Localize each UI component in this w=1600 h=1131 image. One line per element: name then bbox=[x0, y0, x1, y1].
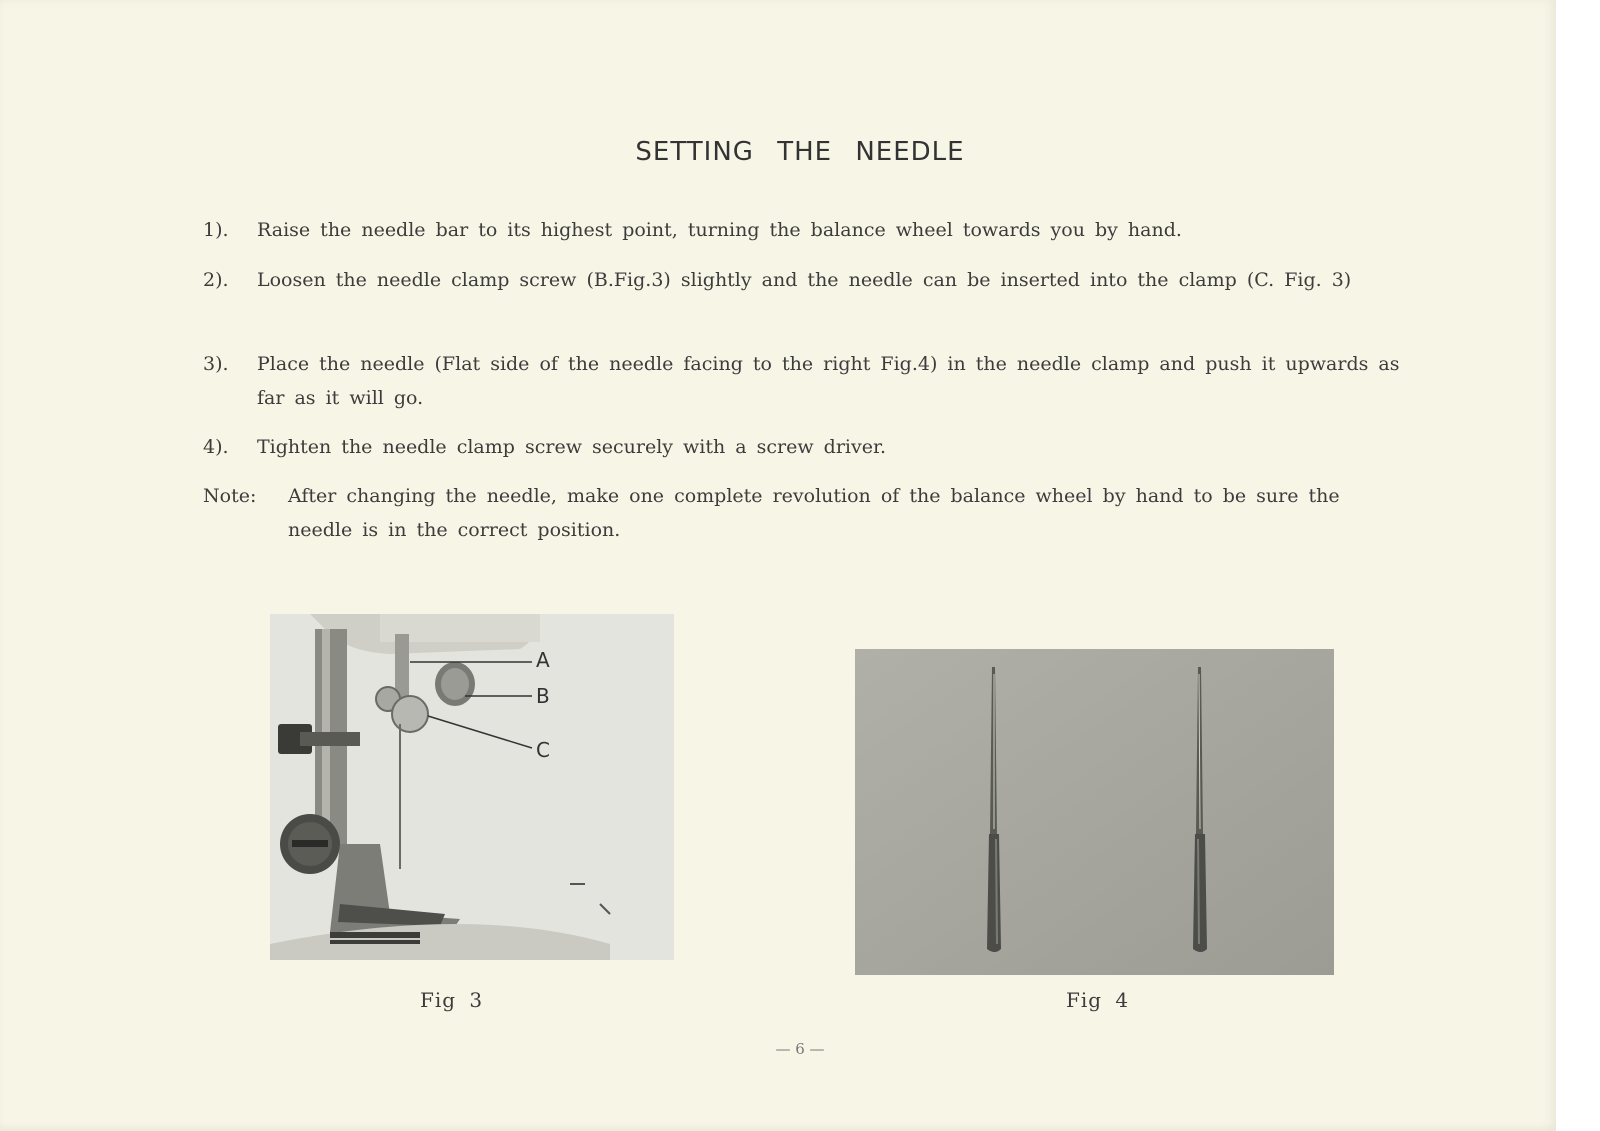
step-1 bbox=[203, 213, 1403, 247]
step-number: 1). bbox=[203, 219, 229, 241]
step-4 bbox=[203, 430, 1403, 464]
step-text: Place the needle (Flat side of the needle facing to the right Fig.4) in the needle clamp and push it upwards as far as it will go. bbox=[257, 353, 1400, 409]
label-c: C bbox=[536, 738, 550, 762]
step-text: Loosen the needle clamp screw (B.Fig.3) slightly and the needle can be inserted into the clamp (C. Fig. 3) bbox=[257, 269, 1352, 291]
page-margin bbox=[1556, 0, 1600, 1131]
step-text: Tighten the needle clamp screw securely with a screw driver. bbox=[257, 436, 887, 458]
step-number: 2). bbox=[203, 269, 229, 291]
step-number: 3). bbox=[203, 353, 229, 375]
figure-3-photo bbox=[270, 614, 674, 960]
note-label: Note: bbox=[203, 485, 257, 507]
note-text: After changing the needle, make one complete revolution of the balance wheel by hand to be sure the needle is in the correct position. bbox=[288, 485, 1340, 541]
step-2 bbox=[203, 263, 1403, 331]
label-b: B bbox=[536, 684, 550, 708]
figure-4-caption: Fig 4 bbox=[1066, 988, 1130, 1012]
figure-3-caption: Fig 3 bbox=[420, 988, 484, 1012]
note bbox=[203, 479, 1403, 547]
page-number: — 6 — bbox=[775, 1040, 825, 1058]
step-3 bbox=[203, 347, 1403, 415]
step-text: Raise the needle bar to its highest point, turning the balance wheel towards you by hand. bbox=[257, 219, 1182, 241]
step-number: 4). bbox=[203, 436, 229, 458]
figure-4-photo bbox=[855, 649, 1334, 975]
label-a: A bbox=[536, 648, 550, 672]
page-title: SETTING THE NEEDLE bbox=[635, 137, 965, 167]
